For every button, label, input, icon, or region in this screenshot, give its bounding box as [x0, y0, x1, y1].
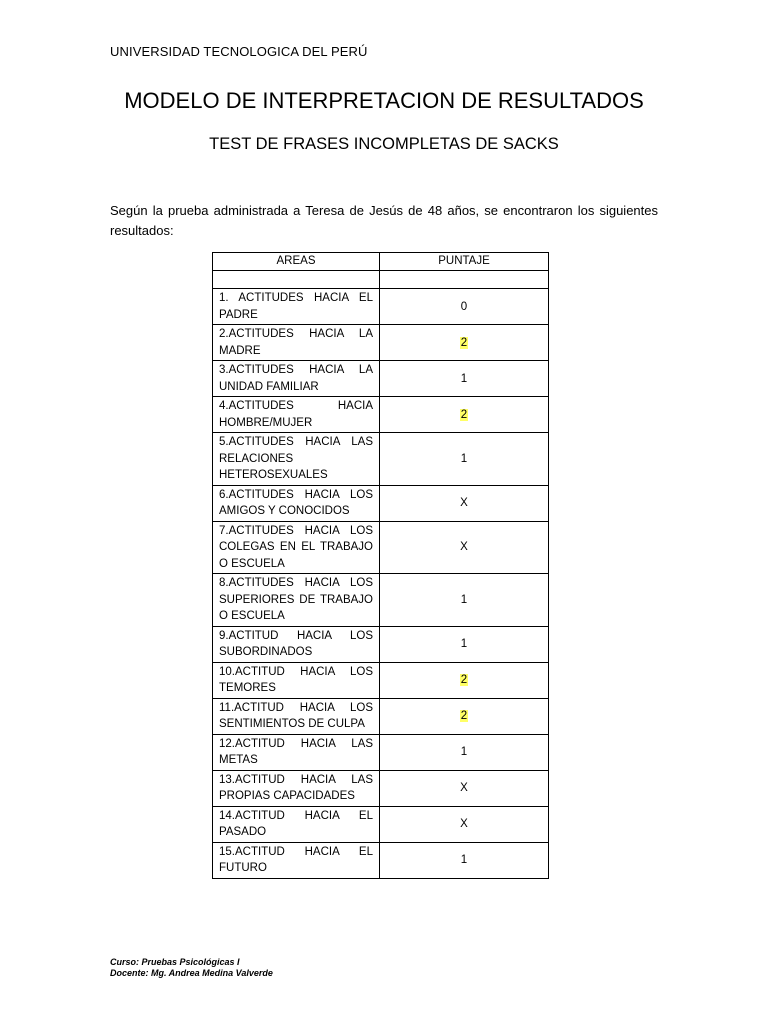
area-cell: 5.ACTITUDES HACIA LAS RELACIONES HETEROSEXUALES	[213, 433, 380, 486]
table-row	[213, 842, 549, 878]
score-cell	[380, 806, 549, 842]
table-row	[213, 521, 549, 574]
table-row	[213, 361, 549, 397]
footer-teacher: Docente: Mg. Andrea Medina Valverde	[110, 968, 273, 978]
area-cell: 2.ACTITUDES HACIA LA MADRE	[213, 325, 380, 361]
score-value: 2	[460, 408, 468, 421]
table-row	[213, 397, 549, 433]
footer	[110, 957, 273, 979]
score-cell	[380, 361, 549, 397]
column-header-areas: AREAS	[213, 253, 380, 271]
table-row	[213, 662, 549, 698]
blank-row	[213, 271, 549, 289]
area-cell: 10.ACTITUD HACIA LOS TEMORES	[213, 662, 380, 698]
table-header-row	[213, 253, 549, 271]
area-cell: 14.ACTITUD HACIA EL PASADO	[213, 806, 380, 842]
university-header: UNIVERSIDAD TECNOLOGICA DEL PERÚ	[110, 44, 368, 59]
score-cell	[380, 770, 549, 806]
score-value: X	[460, 818, 468, 830]
blank-cell	[380, 271, 549, 289]
score-cell	[380, 289, 549, 325]
table-row	[213, 574, 549, 627]
score-value: 1	[460, 593, 468, 606]
score-value: 2	[460, 710, 468, 722]
table-row	[213, 734, 549, 770]
score-cell	[380, 698, 549, 734]
table-row	[213, 325, 549, 361]
intro-paragraph: Según la prueba administrada a Teresa de Jesús de 48 años, se encontraron los siguientes resultados:	[110, 203, 658, 238]
score-cell	[380, 433, 549, 486]
area-cell: 12.ACTITUD HACIA LAS METAS	[213, 734, 380, 770]
area-cell: 6.ACTITUDES HACIA LOS AMIGOS Y CONOCIDOS	[213, 485, 380, 521]
area-cell: 3.ACTITUDES HACIA LA UNIDAD FAMILIAR	[213, 361, 380, 397]
score-cell	[380, 842, 549, 878]
area-cell: 11.ACTITUD HACIA LOS SENTIMIENTOS DE CULPA	[213, 698, 380, 734]
area-cell: 1. ACTITUDES HACIA EL PADRE	[213, 289, 380, 325]
blank-cell	[213, 271, 380, 289]
score-value: 0	[460, 300, 468, 313]
table-row	[213, 698, 549, 734]
score-cell	[380, 626, 549, 662]
footer-course: Curso: Pruebas Psicológicas I	[110, 957, 240, 967]
score-value: 1	[460, 638, 468, 650]
table-row	[213, 289, 549, 325]
table-row	[213, 485, 549, 521]
score-cell	[380, 574, 549, 627]
area-cell: 8.ACTITUDES HACIA LOS SUPERIORES DE TRABAJO O ESCUELA	[213, 574, 380, 627]
score-cell	[380, 325, 549, 361]
score-cell	[380, 521, 549, 574]
area-cell: 4.ACTITUDES HACIA HOMBRE/MUJER	[213, 397, 380, 433]
score-cell	[380, 397, 549, 433]
score-value: X	[460, 541, 468, 554]
area-cell: 9.ACTITUD HACIA LOS SUBORDINADOS	[213, 626, 380, 662]
area-cell: 13.ACTITUD HACIA LAS PROPIAS CAPACIDADES	[213, 770, 380, 806]
area-cell: 15.ACTITUD HACIA EL FUTURO	[213, 842, 380, 878]
results-table	[212, 252, 549, 879]
table-row	[213, 806, 549, 842]
score-value: 2	[460, 674, 468, 686]
score-cell	[380, 734, 549, 770]
score-value: 2	[460, 336, 468, 349]
table-row	[213, 433, 549, 486]
document-title: MODELO DE INTERPRETACION DE RESULTADOS	[124, 88, 644, 113]
score-value: 1	[460, 372, 468, 385]
score-cell	[380, 485, 549, 521]
table-row	[213, 770, 549, 806]
table-row	[213, 626, 549, 662]
score-value: 1	[460, 746, 468, 758]
score-value: X	[460, 497, 468, 509]
score-value: 1	[460, 452, 468, 465]
column-header-puntaje: PUNTAJE	[380, 253, 549, 271]
score-value: X	[460, 782, 468, 794]
area-cell: 7.ACTITUDES HACIA LOS COLEGAS EN EL TRABAJO O ESCUELA	[213, 521, 380, 574]
score-value: 1	[460, 854, 468, 866]
document-subtitle: TEST DE FRASES INCOMPLETAS DE SACKS	[209, 135, 559, 153]
score-cell	[380, 662, 549, 698]
